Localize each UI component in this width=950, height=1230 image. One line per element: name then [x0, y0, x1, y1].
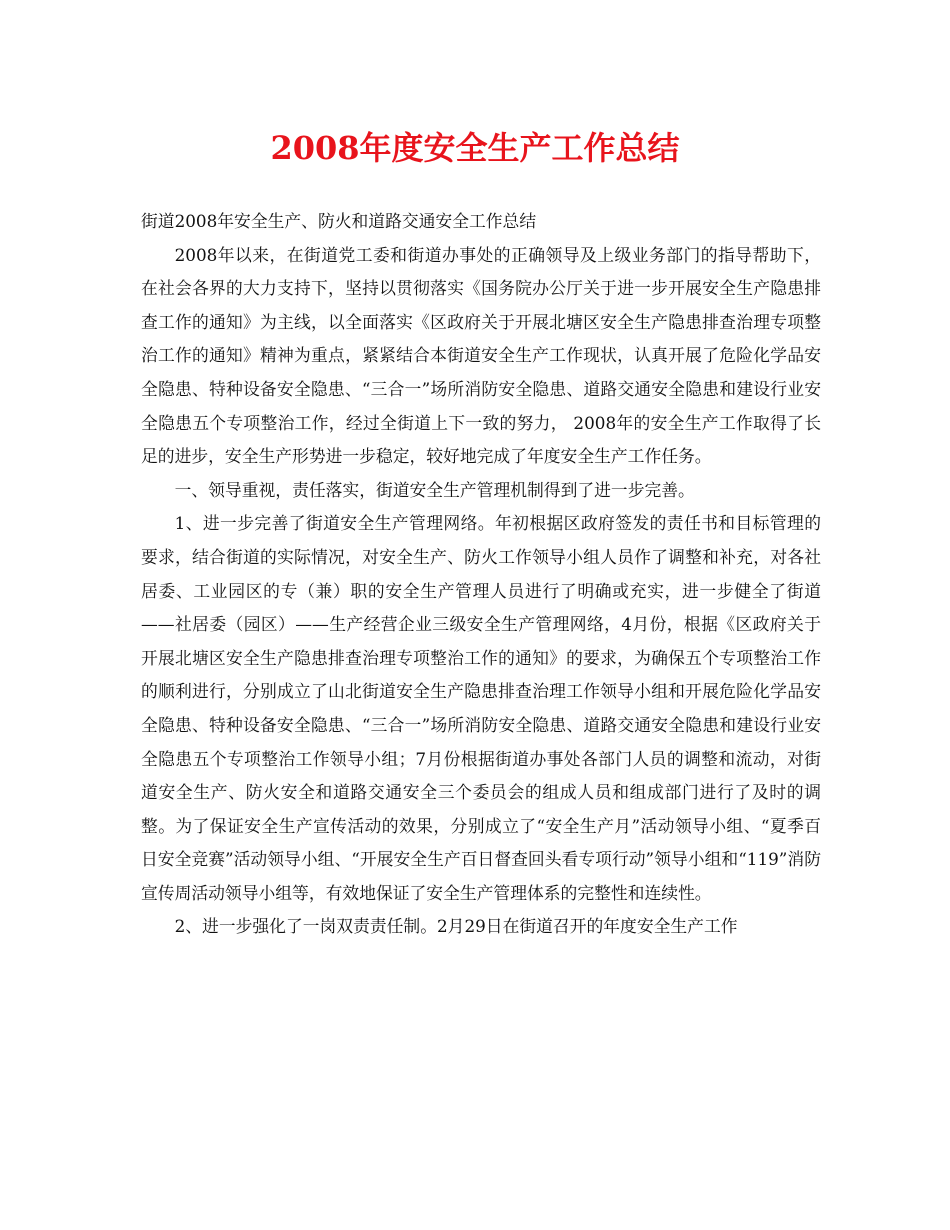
body-paragraph: 2008年以来，在街道党工委和街道办事处的正确领导及上级业务部门的指导帮助下，在社会各界的大力支持下，坚持以贯彻落实《国务院办公厅关于进一步开展安全生产隐患排查工作的通知》为主线，以全面落实《区政府关于开展北塘区安全生产隐患排查治理专项整治工作的通知》精神为重点，紧紧结合本街道安全生产工作现状，认真开展了危险化学品安全隐患、特种设备安全隐患、“三合一”场所消防安全隐患、道路交通安全隐患和建设行业安全隐患五个专项整治工作，经过全街道上下一致的努力， 2008年的安全生产工作取得了长足的进步，安全生产形势进一步稳定，较好地完成了年度安全生产工作任务。	[141, 244, 821, 467]
body-paragraph: 1、进一步完善了街道安全生产管理网络。年初根据区政府签发的责任书和目标管理的要求，结合街道的实际情况，对安全生产、防火工作领导小组人员作了调整和补充，对各社居委、工业园区的专（兼）职的安全生产管理人员进行了明确或充实，进一步健全了街道——社居委（园区）——生产经营企业三级安全生产管理网络，4月份，根据《区政府关于开展北塘区安全生产隐患排查治理专项整治工作的通知》的要求，为确保五个专项整治工作的顺利进行，分别成立了山北街道安全生产隐患排查治理工作领导小组和开展危险化学品安全隐患、特种设备安全隐患、“三合一”场所消防安全隐患、道路交通安全隐患和建设行业安全隐患五个专项整治工作领导小组；7月份根据街道办事处各部门人员的调整和流动，对街道安全生产、防火安全和道路交通安全三个委员会的组成人员和组成部门进行了及时的调整。为了保证安全生产宣传活动的效果，分别成立了“安全生产月”活动领导小组、“夏季百日安全竞赛”活动领导小组、“开展安全生产百日督查回头看专项行动”领导小组和“119”消防宣传周活动领导小组等，有效地保证了安全生产管理体系的完整性和连续性。	[141, 513, 821, 903]
section-heading: 一、领导重视，责任落实，街道安全生产管理机制得到了进一步完善。	[174, 479, 695, 500]
body-paragraph: 2、进一步强化了一岗双责责任制。2月29日在街道召开的年度安全生产工作	[174, 916, 738, 937]
document-subtitle: 街道2008年安全生产、防火和道路交通安全工作总结	[141, 211, 537, 231]
document-title: 2008年度安全生产工作总结	[270, 129, 680, 167]
document-body	[141, 205, 821, 944]
